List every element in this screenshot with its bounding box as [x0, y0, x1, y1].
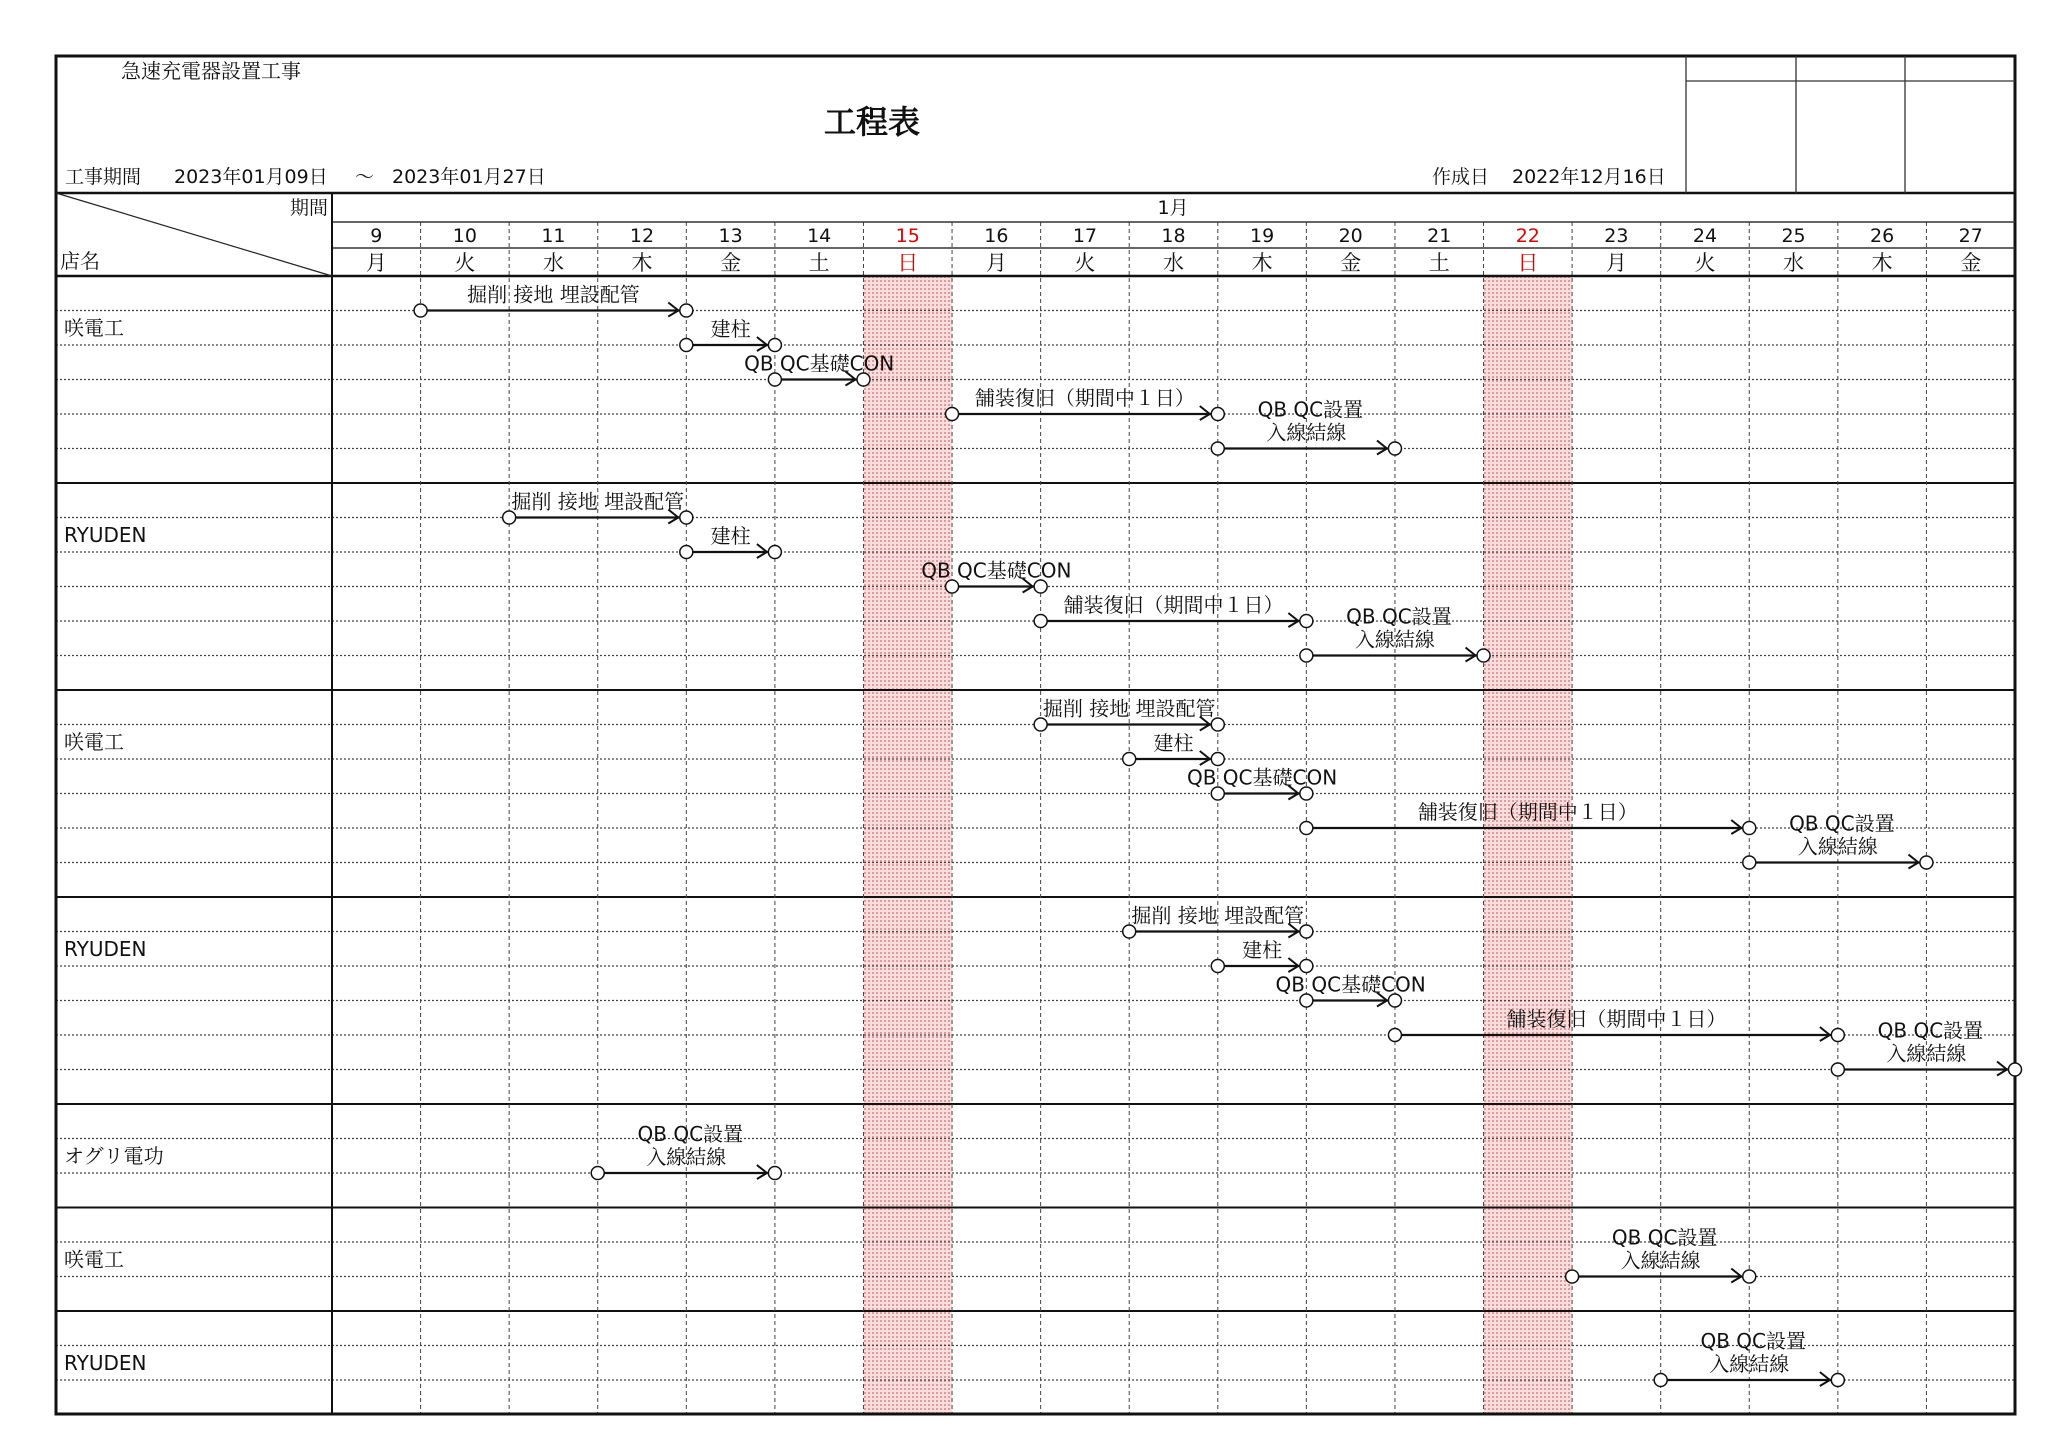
shop-name: 咲電工: [64, 729, 124, 754]
page-title: 工程表: [823, 103, 921, 141]
task-label: QB QC設置: [1877, 1018, 1984, 1043]
task-label: QB QC基礎CON: [921, 558, 1072, 583]
task-label: 舗装復旧（期間中１日）: [1417, 800, 1638, 824]
holiday-column-shade: [1484, 276, 1573, 1414]
month-label: 1月: [1157, 197, 1189, 219]
day-number: 21: [1427, 225, 1452, 247]
task-label: 掘削 接地 埋設配管: [1131, 903, 1305, 928]
shop-name: RYUDEN: [64, 522, 147, 547]
task-end-node: [1211, 753, 1224, 766]
weekday-label: 月: [985, 251, 1007, 275]
shop-name: RYUDEN: [64, 936, 147, 961]
task-label: QB QC設置: [637, 1122, 744, 1146]
task-end-node: [768, 1167, 781, 1180]
weekday-label: 水: [1783, 251, 1805, 275]
weekday-label: 日: [1517, 251, 1539, 275]
task-label: 建柱: [710, 317, 751, 341]
day-number: 24: [1692, 225, 1718, 247]
weekday-label: 土: [1428, 251, 1450, 275]
weekday-label: 火: [1694, 251, 1716, 275]
task-label: QB QC基礎CON: [744, 351, 895, 376]
weekday-label: 水: [542, 251, 564, 275]
project-name: 急速充電器設置工事: [121, 59, 301, 83]
weekday-label: 金: [1340, 251, 1362, 275]
day-number: 23: [1604, 225, 1629, 247]
task-start-node: [1388, 1029, 1401, 1042]
task-start-node: [680, 339, 693, 352]
task-label: 入線結線: [1354, 627, 1435, 652]
task-start-node: [1211, 442, 1224, 455]
day-number: 26: [1870, 225, 1895, 247]
task-start-node: [414, 304, 427, 317]
task-label: 掘削 接地 埋設配管: [511, 489, 685, 514]
shop-name-header: 店名: [60, 249, 100, 273]
day-number: 9: [370, 225, 383, 247]
period-start: 2023年01月09日: [174, 166, 328, 188]
task-end-node: [680, 304, 693, 317]
task-label: 入線結線: [1266, 420, 1347, 445]
task-end-node: [1300, 960, 1313, 973]
day-number: 25: [1781, 225, 1806, 247]
outer-border: [56, 56, 2015, 1414]
task-end-node: [1831, 1029, 1844, 1042]
created-label: 作成日: [1432, 166, 1490, 188]
weekday-label: 日: [897, 251, 919, 275]
task-label: 舗装復旧（期間中１日）: [1063, 593, 1284, 617]
task-label: 掘削 接地 埋設配管: [1042, 696, 1216, 721]
period-header: 期間: [289, 197, 328, 219]
day-number: 17: [1072, 225, 1098, 247]
holiday-column-shade: [863, 276, 952, 1414]
created-date: 2022年12月16日: [1512, 166, 1666, 188]
period-separator: ～: [355, 166, 375, 188]
task-end-node: [1743, 1270, 1756, 1283]
task-label: QB QC基礎CON: [1186, 765, 1338, 790]
weekday-label: 木: [631, 251, 653, 275]
weekday-label: 水: [1163, 251, 1184, 275]
weekday-label: 木: [1871, 251, 1893, 275]
task-end-node: [1743, 822, 1756, 835]
task-start-node: [1654, 1374, 1667, 1387]
day-number: 18: [1161, 225, 1186, 247]
task-label: 入線結線: [1709, 1352, 1790, 1376]
task-start-node: [1034, 615, 1047, 628]
task-start-node: [1831, 1063, 1844, 1076]
task-start-node: [1566, 1270, 1579, 1283]
day-number: 19: [1249, 225, 1275, 247]
day-number: 12: [629, 225, 655, 247]
task-label: 建柱: [710, 524, 751, 548]
task-label: 入線結線: [1886, 1041, 1967, 1066]
task-label: 建柱: [1153, 731, 1194, 755]
day-number: 15: [895, 225, 920, 247]
task-end-node: [1831, 1374, 1844, 1387]
day-number: 11: [541, 225, 566, 247]
task-label: 入線結線: [1620, 1248, 1701, 1273]
weekday-label: 月: [365, 251, 387, 275]
task-label: 掘削 接地 埋設配管: [467, 282, 640, 307]
day-number: 27: [1958, 225, 1983, 247]
task-label: 入線結線: [1797, 834, 1878, 859]
task-label: QB QC設置: [1346, 604, 1452, 629]
task-label: 舗装復旧（期間中１日）: [974, 386, 1195, 410]
weekday-label: 火: [454, 251, 476, 275]
task-start-node: [1211, 960, 1224, 973]
task-start-node: [946, 408, 959, 421]
day-number: 22: [1515, 225, 1540, 247]
weekday-label: 金: [720, 251, 742, 275]
task-end-node: [1920, 856, 1933, 869]
task-end-node: [1388, 442, 1401, 455]
task-start-node: [1300, 822, 1313, 835]
task-start-node: [1123, 753, 1136, 766]
task-label: QB QC設置: [1257, 397, 1364, 422]
task-end-node: [768, 546, 781, 559]
task-end-node: [1300, 615, 1313, 628]
task-start-node: [1300, 649, 1313, 662]
task-label: 建柱: [1242, 938, 1283, 962]
task-end-node: [768, 339, 781, 352]
task-label: 舗装復旧（期間中１日）: [1506, 1007, 1727, 1031]
task-start-node: [591, 1167, 604, 1180]
task-label: QB QC基礎CON: [1275, 972, 1426, 997]
period-label: 工事期間: [65, 166, 142, 188]
task-label: 入線結線: [646, 1145, 727, 1169]
weekday-label: 木: [1251, 251, 1273, 275]
weekday-label: 火: [1074, 251, 1096, 275]
day-number: 14: [807, 225, 832, 247]
shop-name: 咲電工: [64, 1247, 124, 1272]
task-start-node: [1743, 856, 1756, 869]
task-end-node: [1477, 649, 1490, 662]
day-number: 10: [452, 225, 477, 247]
day-number: 16: [984, 225, 1009, 247]
task-end-node: [2009, 1063, 2022, 1076]
day-number: 13: [718, 225, 743, 247]
shop-name: RYUDEN: [64, 1350, 147, 1375]
period-end: 2023年01月27日: [392, 166, 546, 188]
weekday-label: 月: [1605, 251, 1627, 275]
task-label: QB QC設置: [1789, 811, 1895, 836]
task-label: QB QC設置: [1611, 1225, 1718, 1250]
day-number: 20: [1338, 225, 1363, 247]
weekday-label: 金: [1960, 251, 1982, 275]
weekday-label: 土: [808, 251, 830, 275]
task-label: QB QC設置: [1700, 1329, 1807, 1353]
task-end-node: [1211, 408, 1224, 421]
shop-name: オグリ電功: [64, 1143, 164, 1168]
shop-name: 咲電工: [64, 315, 124, 340]
task-start-node: [680, 546, 693, 559]
